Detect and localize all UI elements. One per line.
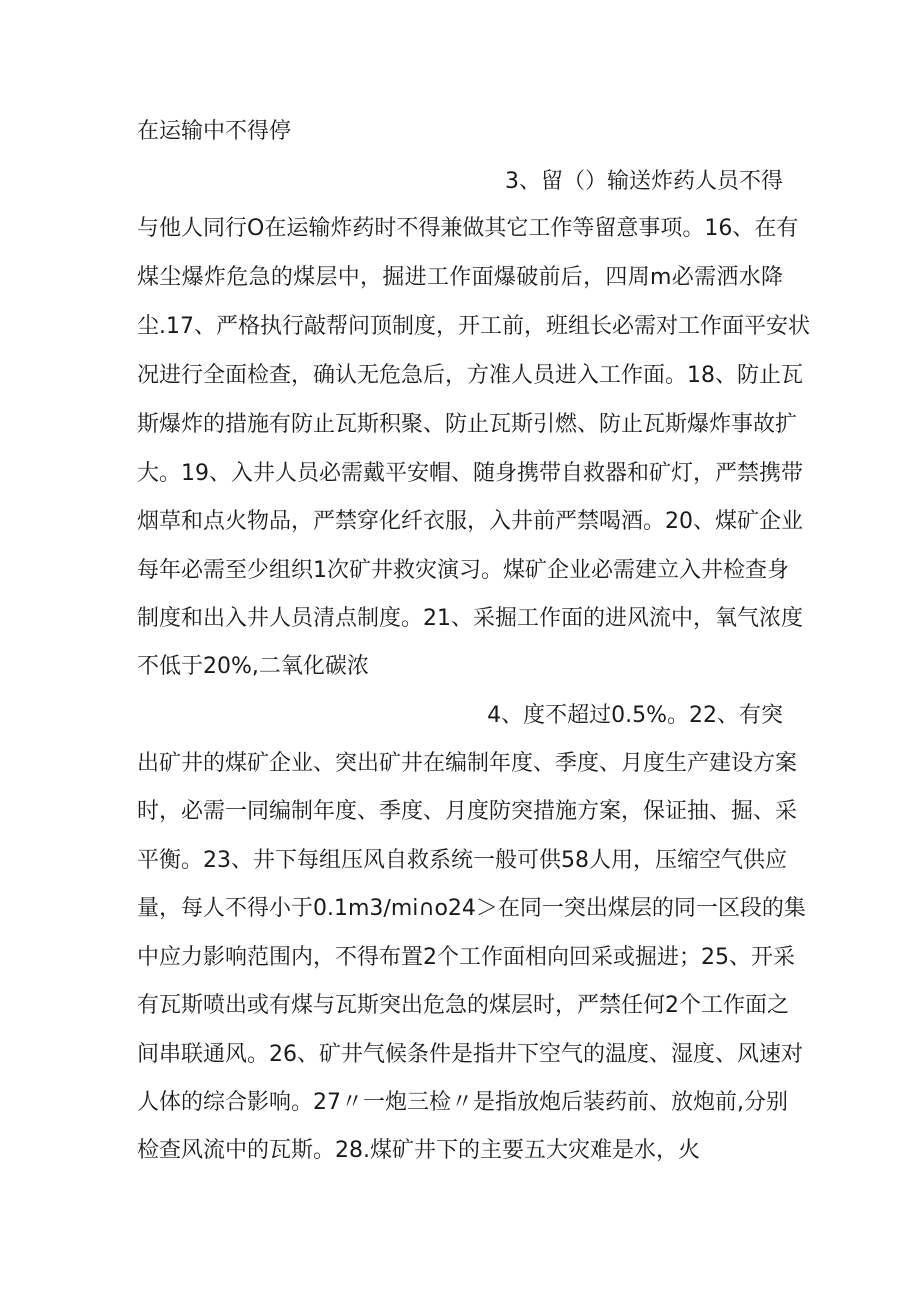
text-line-2: 3、留（）输送炸药人员不得 <box>505 169 783 194</box>
text-line-19: 有瓦斯喷出或有煤与瓦斯突出危急的煤层时，严禁任何2个工作面之 <box>137 993 789 1018</box>
text-line-4: 煤尘爆炸危急的煤层中，掘进工作面爆破前后，四周m必需洒水降 <box>137 265 783 290</box>
text-line-5: 尘.17、严格执行敲帮问顶制度，开工前，班组长必需对工作面平安状 <box>137 314 810 339</box>
text-line-16: 平衡。23、井下每组压风自救系统一般可供58人用，压缩空气供应 <box>137 848 787 873</box>
text-line-15: 时，必需一同编制年度、季度、月度防突措施方案，保证抽、掘、采 <box>137 799 798 824</box>
text-line-17: 量，每人不得小于0.1m3∕mi∩o24＞在同一突出煤层的同一区段的集 <box>137 896 806 921</box>
text-line-6: 况进行全面检查，确认无危急后，方准人员进入工作面。18、防止瓦 <box>137 363 803 388</box>
text-line-22: 检查风流中的瓦斯。28.煤矿井下的主要五大灾难是水，火 <box>137 1138 700 1163</box>
text-line-3: 与他人同行O在运输炸药时不得兼做其它工作等留意事项。16、在有 <box>137 216 799 241</box>
text-line-8: 大。19、入井人员必需戴平安帽、随身携带自救器和矿灯，严禁携带 <box>137 461 803 486</box>
text-line-14: 出矿井的煤矿企业、突出矿井在编制年度、季度、月度生产建设方案 <box>137 751 798 776</box>
text-line-1: 在运输中不得停 <box>137 119 292 144</box>
text-line-10: 每年必需至少组织1次矿井救灾演习。煤矿企业必需建立入井检查身 <box>137 558 789 583</box>
text-line-7: 斯爆炸的措施有防止瓦斯积聚、防止瓦斯引燃、防止瓦斯爆炸事故扩 <box>137 412 798 437</box>
text-line-20: 间串联通风。26、矿井气候条件是指井下空气的温度、湿度、风速对 <box>137 1042 803 1067</box>
text-line-11: 制度和出入井人员清点制度。21、采掘工作面的进风流中，氧气浓度 <box>137 606 803 631</box>
text-line-12: 不低于20%,二氧化碳浓 <box>137 654 369 679</box>
text-line-9: 烟草和点火物品，严禁穿化纤衣服，入井前严禁喝酒。20、煤矿企业 <box>137 509 803 534</box>
text-line-18: 中应力影响范围内，不得布置2个工作面相向回采或掘进；25、开采 <box>137 945 795 970</box>
text-line-13: 4、度不超过0.5%。22、有突 <box>487 703 783 728</box>
text-line-21: 人体的综合影响。27〃一炮三检〃是指放炮后装药前、放炮前,分别 <box>137 1090 788 1115</box>
